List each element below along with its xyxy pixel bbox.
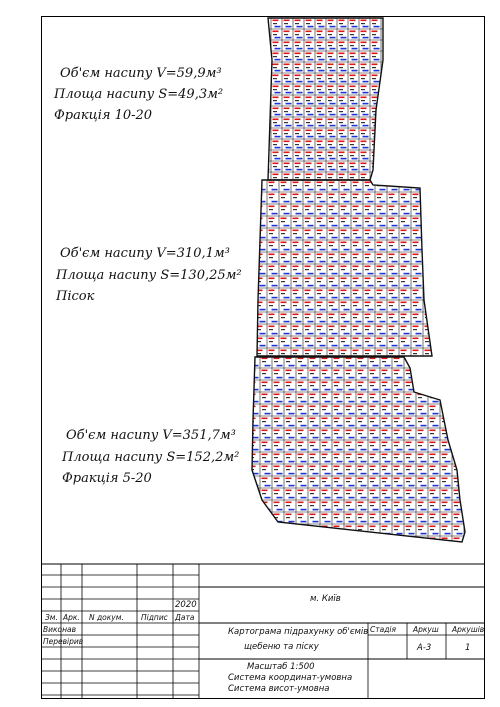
title-block-executed: Виконав (43, 625, 77, 634)
title-block-city: м. Київ (310, 594, 341, 604)
section3-area-note: Площа насипу S=152,2м² (62, 450, 240, 465)
section1-area-note: Площа насипу S=49,3м² (54, 87, 224, 102)
section2-material-note: Пісок (56, 289, 95, 304)
title-block-sheet-value: А-3 (417, 643, 432, 653)
title-block-coord-system: Система координат-умовна (228, 673, 353, 683)
title-block-col-zm: Зм. (45, 613, 58, 622)
title-block-sheets-value: 1 (465, 643, 471, 653)
section2-volume-note: Об'єм насипу V=310,1м³ (60, 246, 230, 261)
title-block-checked: Перевірив (43, 637, 84, 646)
title-block-col-sign: Підпис (141, 613, 168, 622)
section3-material-note: Фракція 5-20 (62, 471, 152, 486)
title-block-col-ark: Арк. (63, 613, 80, 622)
section2-grid (248, 177, 443, 366)
section2-area-note: Площа насипу S=130,25м² (56, 268, 242, 283)
section3-grid (241, 353, 472, 545)
title-block-sheet-label: Аркуш (413, 625, 439, 634)
title-block-col-doc: N докум. (89, 613, 124, 622)
title-block-stage-label: Стадія (370, 625, 396, 634)
title-block-drawing-title-line1: Картограма підрахунку об'ємів (228, 627, 369, 637)
title-block-scale: Масштаб 1:500 (247, 662, 315, 672)
section1-volume-note: Об'єм насипу V=59,9м³ (60, 66, 222, 81)
section3-volume-note: Об'єм насипу V=351,7м³ (66, 428, 236, 443)
title-block-height-system: Система висот-умовна (228, 684, 330, 694)
section1-material-note: Фракція 10-20 (54, 108, 153, 123)
title-block-sheets-label: Аркушів (452, 625, 485, 634)
section1-grid (253, 15, 391, 189)
title-block-drawing-title-line2: щебеню та піску (244, 642, 319, 652)
title-block-col-date: Дата (175, 613, 195, 622)
title-block-year: 2020 (175, 600, 197, 610)
